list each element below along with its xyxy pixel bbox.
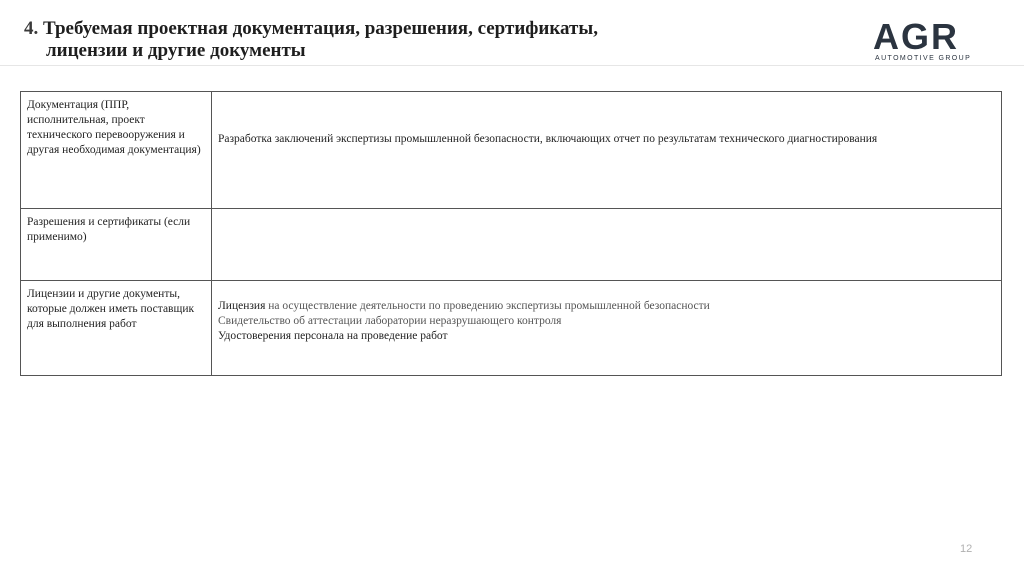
content-line (218, 299, 995, 314)
row-label-licenses: Лицензии и другие документы, которые должен иметь поставщик для выполнения работ (21, 281, 212, 376)
requirements-table (20, 91, 1002, 376)
row-label-permits: Разрешения и сертификаты (если применимо) (21, 209, 212, 281)
license-lead: Лицензия (218, 300, 266, 312)
agr-logo (873, 18, 983, 68)
logo-subtitle: AUTOMOTIVE GROUP (875, 55, 972, 62)
content-line: Разработка заключений экспертизы промышленной безопасности, включающих отчет по результатам технического диагностирования (218, 132, 878, 145)
table-row (21, 281, 1002, 376)
row-label-documentation: Документация (ППР, исполнительная, проект технического перевооружения и другая необходимая документация) (21, 92, 212, 209)
table-row (21, 209, 1002, 281)
section-number: 4. (24, 18, 39, 39)
row-content-licenses (212, 281, 1002, 376)
page-number: 12 (960, 543, 973, 555)
row-content-permits (212, 209, 1002, 281)
title-line-1: Требуемая проектная документация, разрешения, сертификаты, (43, 18, 598, 39)
header-divider (0, 65, 1024, 66)
title-line-2: лицензии и другие документы (46, 40, 306, 61)
content-line: Свидетельство об аттестации лаборатории неразрушающего контроля (218, 315, 562, 327)
row-content-documentation (212, 92, 1002, 209)
content-line: Удостоверения персонала на проведение работ (218, 330, 448, 342)
logo-mark: AGR (873, 16, 959, 57)
slide-title (24, 18, 598, 62)
table-row (21, 92, 1002, 209)
license-lead-rest: на осуществление деятельности по проведению экспертизы промышленной безопасности (265, 300, 710, 312)
